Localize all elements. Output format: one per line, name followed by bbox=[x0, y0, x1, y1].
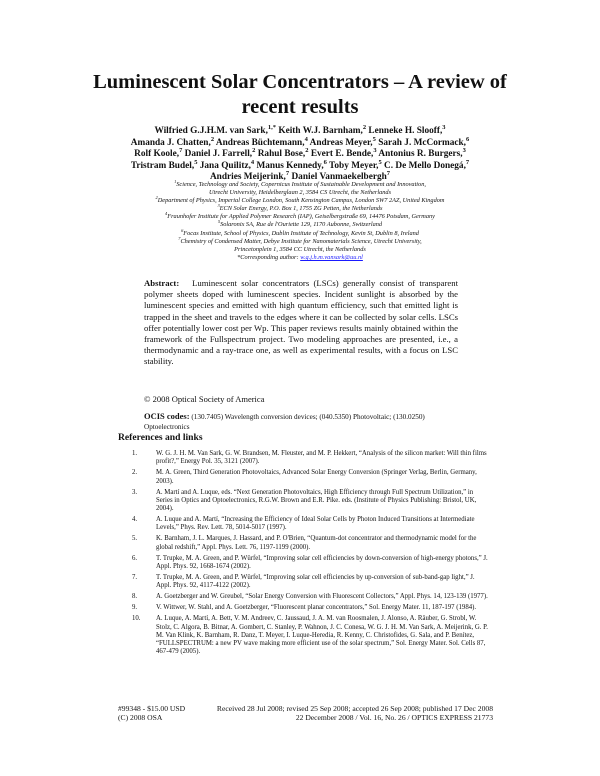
reference-item bbox=[118, 615, 488, 656]
reference-item bbox=[118, 604, 488, 612]
affiliation-line: $^5$Solaronix SA, Rue de l'Ouriette 129, 1170 Aubonne, Switzerland bbox=[217, 219, 383, 229]
reference-item bbox=[118, 469, 488, 485]
abstract-label: Abstract: bbox=[144, 278, 180, 288]
affiliation-line: $^1$Science, Technology and Society, Copernicus Institute of Sustainable Development and Innovation, bbox=[174, 178, 426, 188]
author-line: Tristram Budel,$^5$ Jana Quilitz,$^4$ Manus Kennedy,$^6$ Toby Meyer,$^5$ C. De Mello Donegá,$^7$ bbox=[130, 158, 470, 171]
copyright-notice: © 2008 Optical Society of America bbox=[144, 394, 265, 404]
reference-text: V. Wittwer, W. Stahl, and A. Goetzberger, “Fluorescent planar concentrators,” Sol. Energy Mater. 11, 187-197 (1984). bbox=[156, 604, 477, 612]
abstract bbox=[144, 278, 458, 368]
footer-journal: 22 December 2008 / Vol. 16, No. 26 / OPTICS EXPRESS 21773 bbox=[295, 713, 493, 723]
reference-text: M. A. Green, Third Generation Photovoltaics, Advanced Solar Energy Conversion (Springer Verlag, Berlin, Germany, 2003). bbox=[156, 469, 477, 485]
reference-list bbox=[118, 450, 488, 659]
reference-text: A. Martí and A. Luque, eds. “Next Generation Photovoltaics, High Efficiency through Full Spectrum Utilization,” in Series in Optics and Optoelectronics, R.G.W. Brown and E.R. Pike. eds. (Institute of Physics Publishing: Bristol, UK, 2004). bbox=[156, 488, 477, 512]
reference-item bbox=[118, 450, 488, 466]
references-heading: References and links bbox=[118, 432, 203, 443]
affiliation-line: $^4$Fraunhofer Institute for Applied Polymer Research (IAP), Geiselbergstraße 69, 14476 Potsdam, Germany bbox=[165, 211, 435, 221]
author-line: Rolf Koole,$^7$ Daniel J. Farrell,$^2$ Rahul Bose,$^2$ Evert E. Bende,$^3$ Antonius R. Burgers,$^3$ bbox=[134, 147, 466, 160]
reference-item bbox=[118, 574, 488, 590]
affiliation-line: $^2$Department of Physics, Imperial College London, South Kensington Campus, London SW7 2AZ, United Kingdom bbox=[155, 195, 445, 205]
affiliation-line: $^7$Chemistry of Condensed Matter, Debye Institute for Nanomaterials Science, Utrecht University, bbox=[178, 235, 422, 245]
reference-text: W. G. J. H. M. Van Sark, G. W. Brandsen, M. Fleuster, and M. P. Hekkert, “Analysis of the silicon market: Will thin films profit?,” Energy Pol. 35, 3121 (2007). bbox=[156, 450, 487, 466]
affiliation-list bbox=[80, 178, 520, 262]
reference-item bbox=[118, 593, 488, 601]
reference-text: T. Trupke, M. A. Green, and P. Würfel, “Improving solar cell efficiencies by down-conversion of high-energy photons,” J. Appl. Phys. 92, 1668-1674 (2002). bbox=[156, 554, 488, 570]
author-line: Wilfried G.J.H.M. van Sark,$^{1,*}$ Keith W.J. Barnham,$^2$ Lenneke H. Slooff,$^3$ bbox=[154, 123, 446, 136]
author-list bbox=[78, 123, 522, 184]
reference-item bbox=[118, 555, 488, 571]
reference-item bbox=[118, 535, 488, 551]
ocis-label: OCIS codes: bbox=[144, 411, 190, 421]
page-footer bbox=[118, 704, 493, 723]
reference-item bbox=[118, 516, 488, 532]
reference-text: A. Luque and A. Martí, “Increasing the Efficiency of Ideal Solar Cells by Photon Induced Transitions at Intermediate Levels,” Phys. Rev. Lett. 78, 5014-5017 (1997). bbox=[156, 516, 475, 532]
footer-received: Received 28 Jul 2008; revised 25 Sep 2008; accepted 26 Sep 2008; published 17 Dec 2008 bbox=[216, 704, 493, 713]
reference-number: 8. bbox=[132, 593, 138, 601]
abstract-text: Luminescent solar concentrators (LSCs) generally consist of transparent polymer sheets doped with luminescent species. Incident sunlight is absorbed by the luminescent species and emitted with high quantum efficiency, such that emitted light is trapped in the sheet and travels to the edges where it can be collected by solar cells. LSCs offer potentially lower cost per Wp. This paper reviews results mainly obtained within the framework of the Fullspectrum project. Two modeling approaches are presented, i.e., a thermodynamic and a ray-trace one, as well as experimental results, with a focus on LSC stability. bbox=[144, 278, 459, 367]
reference-number: 4. bbox=[132, 516, 138, 524]
reference-text: T. Trupke, M. A. Green, and P. Würfel, “Improving solar cell efficiencies by up-conversion of sub-band-gap light,” J. Appl. Phys. 92, 4117-4122 (2002). bbox=[156, 573, 475, 590]
corresponding-author bbox=[80, 254, 520, 262]
reference-number: 7. bbox=[132, 573, 138, 581]
reference-text: A. Goetzberger and W. Greubel, “Solar Energy Conversion with Fluorescent Collectors,” Appl. Phys. 14, 123-139 (1977). bbox=[156, 593, 488, 601]
reference-number: 1. bbox=[132, 450, 138, 457]
reference-number: 9. bbox=[132, 604, 138, 612]
corresponding-label: *Corresponding author: bbox=[237, 253, 301, 261]
reference-number: 2. bbox=[132, 469, 138, 477]
affiliation-line: $^3$ECN Solar Energy, P.O. Box 1, 1755 ZG Petten, the Netherlands bbox=[217, 203, 383, 213]
affiliation-line: $^6$Focas Institute, School of Physics, Dublin Institute of Technology, Kevin St, Dublin 8, Ireland bbox=[181, 227, 419, 237]
affiliation-line: Princetonplein 1, 3584 CC Utrecht, the Netherlands bbox=[234, 245, 366, 253]
footer-price: #99348 - $15.00 USD bbox=[118, 704, 186, 713]
author-line: Amanda J. Chatten,$^2$ Andreas Büchtemann,$^4$ Andreas Meyer,$^5$ Sarah J. McCormack,$^6$ bbox=[130, 135, 470, 148]
footer-osa: (C) 2008 OSA bbox=[118, 713, 163, 723]
reference-number: 3. bbox=[132, 488, 138, 496]
reference-text: K. Barnham, J. L. Marques, J. Hassard, and P. O'Brien, “Quantum-dot concentrator and thermodynamic model for the global redshift,” Appl. Phys. Lett. 76, 1197-1199 (2000). bbox=[156, 535, 477, 551]
reference-number: 6. bbox=[132, 554, 138, 562]
reference-number: 5. bbox=[132, 535, 138, 543]
affiliation-line: Utrecht University, Heidelberglaan 2, 3584 CS Utrecht, the Netherlands bbox=[208, 189, 392, 197]
corresponding-email-link[interactable]: w.g.j.h.m.vansark@uu.nl bbox=[300, 253, 363, 261]
reference-number: 10. bbox=[132, 615, 141, 623]
author-line: Andries Meijerink,$^7$ Daniel Vanmaekelbergh$^7$ bbox=[209, 170, 391, 183]
ocis-text: (130.7405) Wavelength conversion devices; (040.5350) Photovoltaic; (130.0250) Optoelectronics bbox=[144, 413, 425, 431]
ocis-codes bbox=[144, 412, 464, 432]
paper-title: Luminescent Solar Concentrators – A review of recent results bbox=[93, 71, 507, 118]
reference-text: A. Luque, A. Martí, A. Bett, V. M. Andreev, C. Jaussaud, J. A. M. van Roosmalen, J. Alonso, A. Räuber, G. Strobl, W. Stolz, C. Algora, B. Bitnar, A. Gombert, C. Stanley, P. Wahnon, J. C. Conesa, W. G. J. H. M. Van Sark, A. Meijerink, G. P. M. Van Klink, K. Barnham, R. Danz, T. Meyer, I. Luque-Heredia, R. Kenny, C. Christofides, G. Sala, and P. Benítez, “FULLSPECTRUM: a new PV wave making more efficient use of the solar spectrum,” Sol. Energy Mater. Sol. Cells 87, 467-479 (2005). bbox=[156, 615, 488, 656]
reference-item bbox=[118, 489, 488, 514]
